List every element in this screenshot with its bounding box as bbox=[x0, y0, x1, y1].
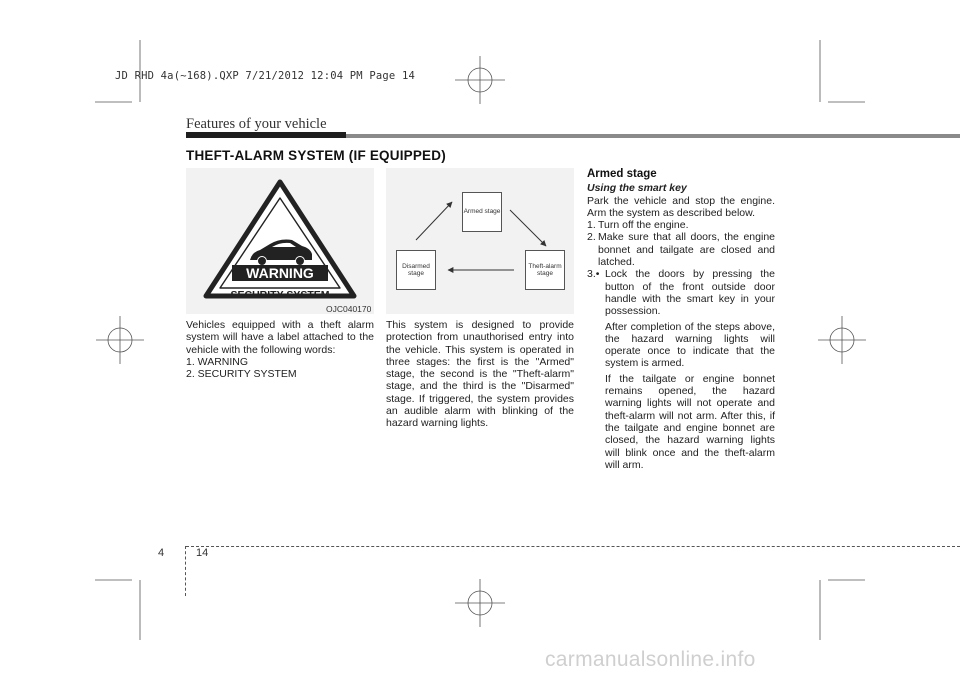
stage-arrows bbox=[386, 168, 574, 314]
label-word-security-system: SECURITY SYSTEM bbox=[230, 289, 330, 301]
armed-step-1: 1. Turn off the engine. bbox=[587, 219, 689, 232]
armed-step-2: 2. Make sure that all doors, the engine bonnet and tailgate are closed and latched. bbox=[587, 231, 775, 269]
smart-key-subheading: Using the smart key bbox=[587, 182, 687, 195]
warning-label-figure bbox=[186, 168, 374, 314]
column-2-text bbox=[386, 319, 574, 430]
armed-open-bonnet-paragraph: If the tailgate or engine bonnet remains opened, the hazard warning lights will not operate and theft-alarm will not arm. After this, if the tailgate and engine bonnet are closed, the hazard warning lights will blink once and the theft-alarm will arm. bbox=[605, 372, 775, 471]
label-item-1: 1. WARNING bbox=[186, 355, 249, 368]
section-title: THEFT-ALARM SYSTEM (IF EQUIPPED) bbox=[186, 148, 446, 163]
label-description: Vehicles equipped with a theft alarm system will have a label attached to the vehicle with the following words: bbox=[186, 319, 374, 356]
system-description: This system is designed to provide protection from unauthorised entry into the vehicle. This system is operated in three stages: the first is the "Armed" stage, the second is the "Theft-alarm" stage, and the third is the "Disarmed" stage. If triggered, the system provides an audible alarm with blinking of the hazard warning lights. bbox=[386, 319, 574, 430]
page-number: 14 bbox=[196, 547, 209, 559]
disarmed-stage-box: Disarmed stage bbox=[396, 250, 436, 290]
running-header: Features of your vehicle bbox=[186, 116, 327, 132]
armed-confirmation-paragraph: After completion of the steps above, the hazard warning lights will operate once to indicate that the system is armed. bbox=[605, 320, 775, 370]
label-item-2: 2. SECURITY SYSTEM bbox=[186, 368, 297, 381]
arrow-disarmed-to-armed bbox=[416, 202, 452, 240]
footer-divider bbox=[185, 546, 186, 596]
label-word-warning: WARNING bbox=[246, 265, 314, 281]
registration-mark-bottom bbox=[455, 579, 505, 627]
armed-step-3: 3.• Lock the doors by pressing the button of the front outside door handle with the smart key in your possession. bbox=[587, 268, 775, 318]
header-rule-accent bbox=[186, 132, 346, 138]
armed-stage-heading: Armed stage bbox=[587, 168, 657, 180]
theft-alarm-stage-box: Theft-alarm stage bbox=[525, 250, 565, 290]
footer-rule bbox=[186, 546, 960, 547]
registration-mark-left bbox=[96, 316, 144, 364]
watermark: carmanualsonline.info bbox=[545, 648, 756, 671]
column-3-text bbox=[587, 168, 775, 471]
chapter-number: 4 bbox=[158, 547, 165, 559]
armed-stage-box: Armed stage bbox=[462, 192, 502, 232]
print-header: JD RHD 4a(~168).QXP 7/21/2012 12:04 PM Page 14 bbox=[115, 70, 415, 82]
registration-mark-top bbox=[455, 56, 505, 104]
warning-triangle-icon bbox=[186, 168, 374, 314]
figure-code: OJC040170 bbox=[326, 304, 372, 314]
registration-mark-right bbox=[818, 316, 866, 364]
arrow-armed-to-theft bbox=[510, 210, 546, 246]
armed-intro: Park the vehicle and stop the engine. Arm the system as described below. bbox=[587, 194, 775, 219]
stage-diagram bbox=[386, 168, 574, 314]
column-1-text bbox=[186, 319, 374, 380]
